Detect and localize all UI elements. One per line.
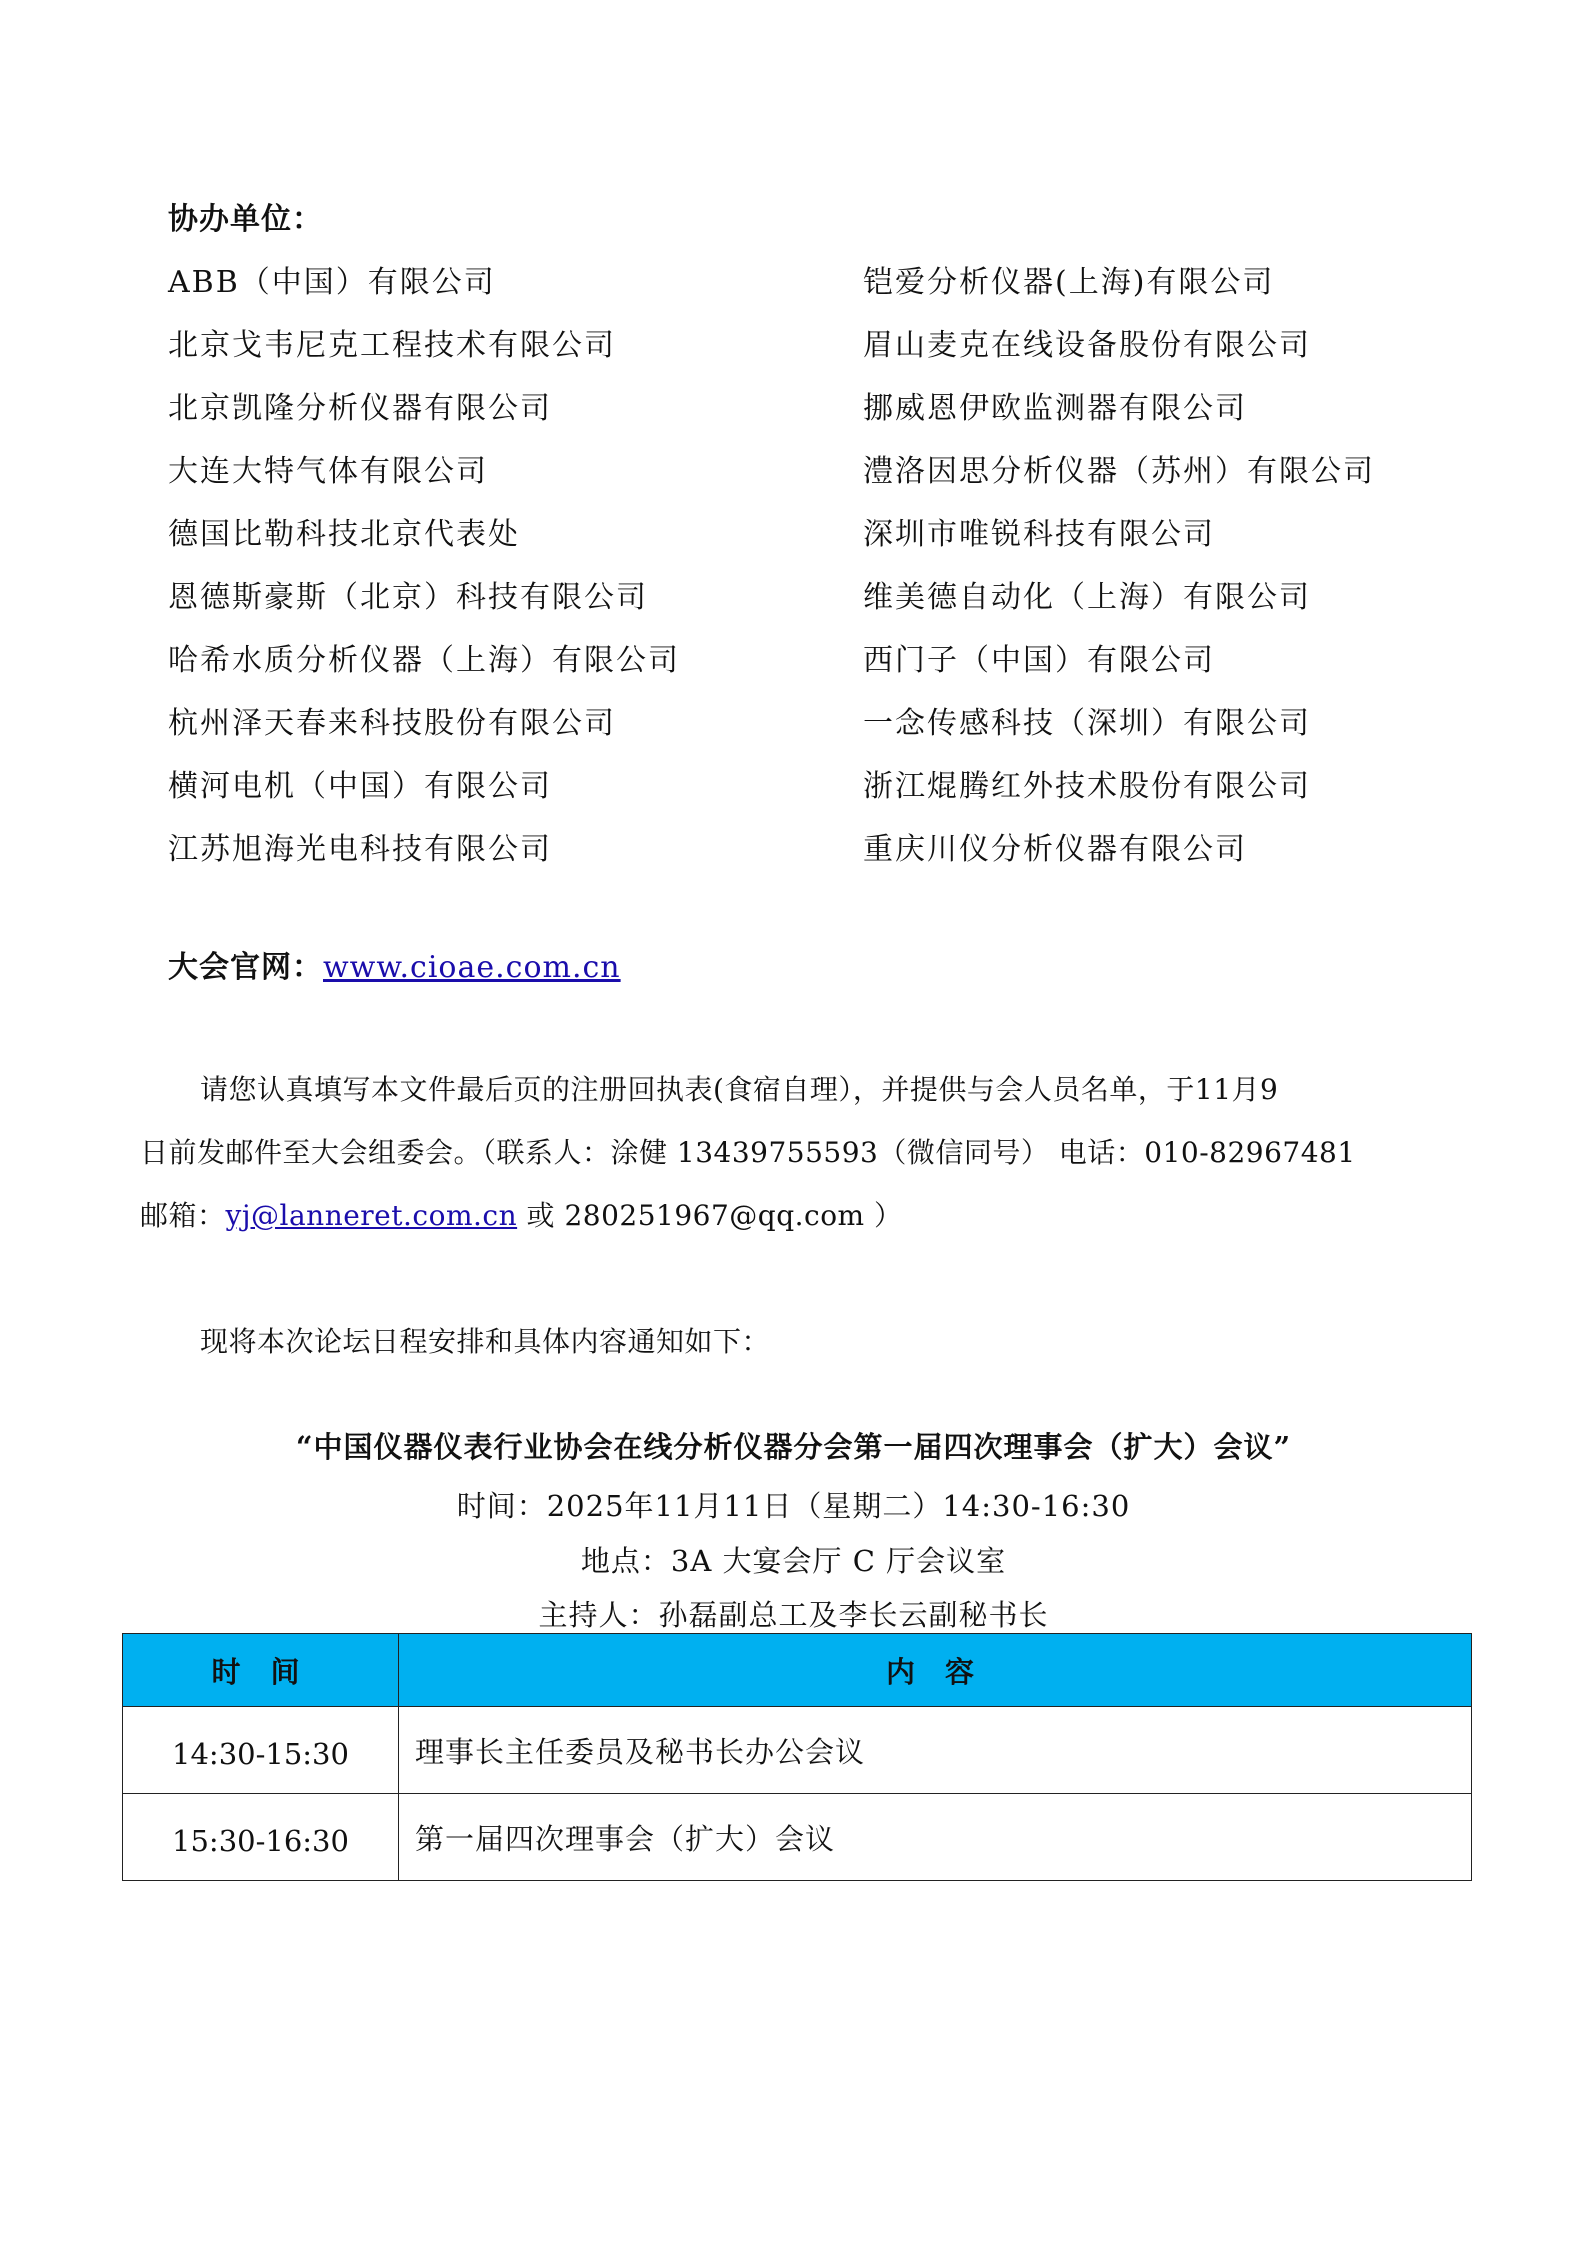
org-left-3: 大连大特气体有限公司 (168, 454, 488, 489)
org-right-1: 眉山麦克在线设备股份有限公司 (863, 328, 1311, 363)
row-time: 14:30-15:30 (123, 1707, 399, 1794)
org-left-4: 德国比勒科技北京代表处 (168, 517, 520, 552)
email-separator: 或 (517, 1199, 565, 1232)
org-left-8: 横河电机（中国）有限公司 (168, 769, 552, 804)
email-2: 280251967@qq.com (564, 1199, 865, 1232)
org-left-6: 哈希水质分析仪器（上海）有限公司 (168, 643, 680, 678)
registration-line-2: 日前发邮件至大会组委会。（联系人：涂健 13439755593（微信同号） 电话：010-82967481 (140, 1136, 1356, 1169)
email-link-1[interactable]: yj@lanneret.com.cn (225, 1199, 518, 1232)
org-left-9: 江苏旭海光电科技有限公司 (168, 832, 552, 867)
header-time: 时 间 (123, 1634, 399, 1707)
org-right-4: 深圳市唯锐科技有限公司 (863, 517, 1215, 552)
org-right-6: 西门子（中国）有限公司 (863, 643, 1215, 678)
co-organizers-heading: 协办单位： (168, 202, 323, 237)
registration-line-3 (140, 1194, 903, 1234)
table-header-row (123, 1634, 1472, 1707)
org-left-2: 北京凯隆分析仪器有限公司 (168, 391, 552, 426)
row-content: 第一届四次理事会（扩大）会议 (399, 1794, 1472, 1881)
email-line-end: ） (864, 1199, 903, 1232)
org-right-5: 维美德自动化（上海）有限公司 (863, 580, 1311, 615)
header-content: 内 容 (399, 1634, 1472, 1707)
org-right-8: 浙江焜腾红外技术股份有限公司 (863, 769, 1311, 804)
org-right-7: 一念传感科技（深圳）有限公司 (863, 706, 1311, 741)
org-right-9: 重庆川仪分析仪器有限公司 (863, 832, 1247, 867)
row-time: 15:30-16:30 (123, 1794, 399, 1881)
table-row (123, 1707, 1472, 1794)
email-label: 邮箱： (140, 1199, 226, 1232)
org-right-3: 澧洛因思分析仪器（苏州）有限公司 (863, 454, 1375, 489)
table-row (123, 1794, 1472, 1881)
org-right-0: 铠爱分析仪器(上海)有限公司 (863, 265, 1275, 300)
website-link[interactable]: www.cioae.com.cn (323, 950, 621, 985)
website-label: 大会官网： (168, 950, 323, 985)
schedule-table (122, 1633, 1472, 1881)
meeting-host: 主持人：孙磊副总工及李长云副秘书长 (538, 1598, 1049, 1632)
schedule-intro: 现将本次论坛日程安排和具体内容通知如下： (200, 1325, 771, 1358)
registration-line-1: 请您认真填写本文件最后页的注册回执表(食宿自理），并提供与会人员名单，于11月9 (200, 1073, 1279, 1106)
meeting-location: 地点：3A 大宴会厅 C 厅会议室 (580, 1544, 1007, 1578)
meeting-title: “中国仪器仪表行业协会在线分析仪器分会第一届四次理事会（扩大）会议” (295, 1430, 1292, 1464)
org-right-2: 挪威恩伊欧监测器有限公司 (863, 391, 1247, 426)
website-row (168, 942, 621, 986)
org-left-1: 北京戈韦尼克工程技术有限公司 (168, 328, 616, 363)
row-content: 理事长主任委员及秘书长办公会议 (399, 1707, 1472, 1794)
meeting-time: 时间：2025年11月11日（星期二）14:30-16:30 (456, 1489, 1131, 1523)
org-left-0: ABB（中国）有限公司 (168, 265, 496, 300)
org-left-5: 恩德斯豪斯（北京）科技有限公司 (168, 580, 648, 615)
org-left-7: 杭州泽天春来科技股份有限公司 (168, 706, 616, 741)
